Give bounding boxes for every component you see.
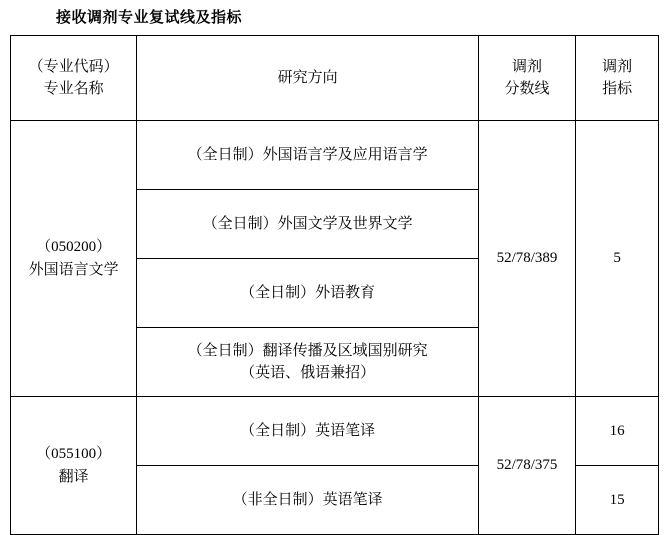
direction-cell-0-3 [137,328,479,397]
table-row [11,397,659,466]
table-row [11,121,659,190]
direction-cell-0-3-line1: （全日制）翻译传播及区域国别研究 [187,342,428,359]
admission-table [10,35,659,535]
major-name-0: 外国语言文学 [28,261,119,278]
header-score-line [478,36,575,121]
page-title: 接收调剂专业复试线及指标 [56,9,243,26]
quota-cell-1-1: 15 [576,466,659,535]
header-quota-line1: 调剂 [602,58,633,75]
major-cell-1 [11,397,137,535]
quota-cell-1-0: 16 [576,397,659,466]
direction-cell-0-0: （全日制）外国语言学及应用语言学 [137,121,479,190]
score-cell-1: 52/78/375 [478,397,575,535]
direction-cell-0-3-line2: （英语、俄语兼招） [240,365,376,381]
header-major-name: 专业名称 [43,81,104,97]
direction-cell-0-1: （全日制）外国文学及世界文学 [137,190,479,259]
header-score-line1: 调剂 [512,58,543,75]
header-quota [576,36,659,121]
header-major-code: （专业代码） [28,58,119,75]
direction-cell-0-2: （全日制）外语教育 [137,259,479,328]
header-score-line2: 分数线 [504,81,550,97]
header-research-direction: 研究方向 [137,36,479,121]
major-code-0: （050200） [36,239,112,255]
direction-cell-1-1: （非全日制）英语笔译 [137,466,479,535]
quota-cell-0: 5 [576,121,659,397]
major-code-1: （055100） [36,446,112,462]
direction-cell-1-0: （全日制）英语笔译 [137,397,479,466]
score-cell-0: 52/78/389 [478,121,575,397]
table-header-row [11,36,659,121]
major-cell-0 [11,121,137,397]
major-name-1: 翻译 [58,468,89,485]
header-quota-line2: 指标 [602,81,633,97]
header-major [11,36,137,121]
